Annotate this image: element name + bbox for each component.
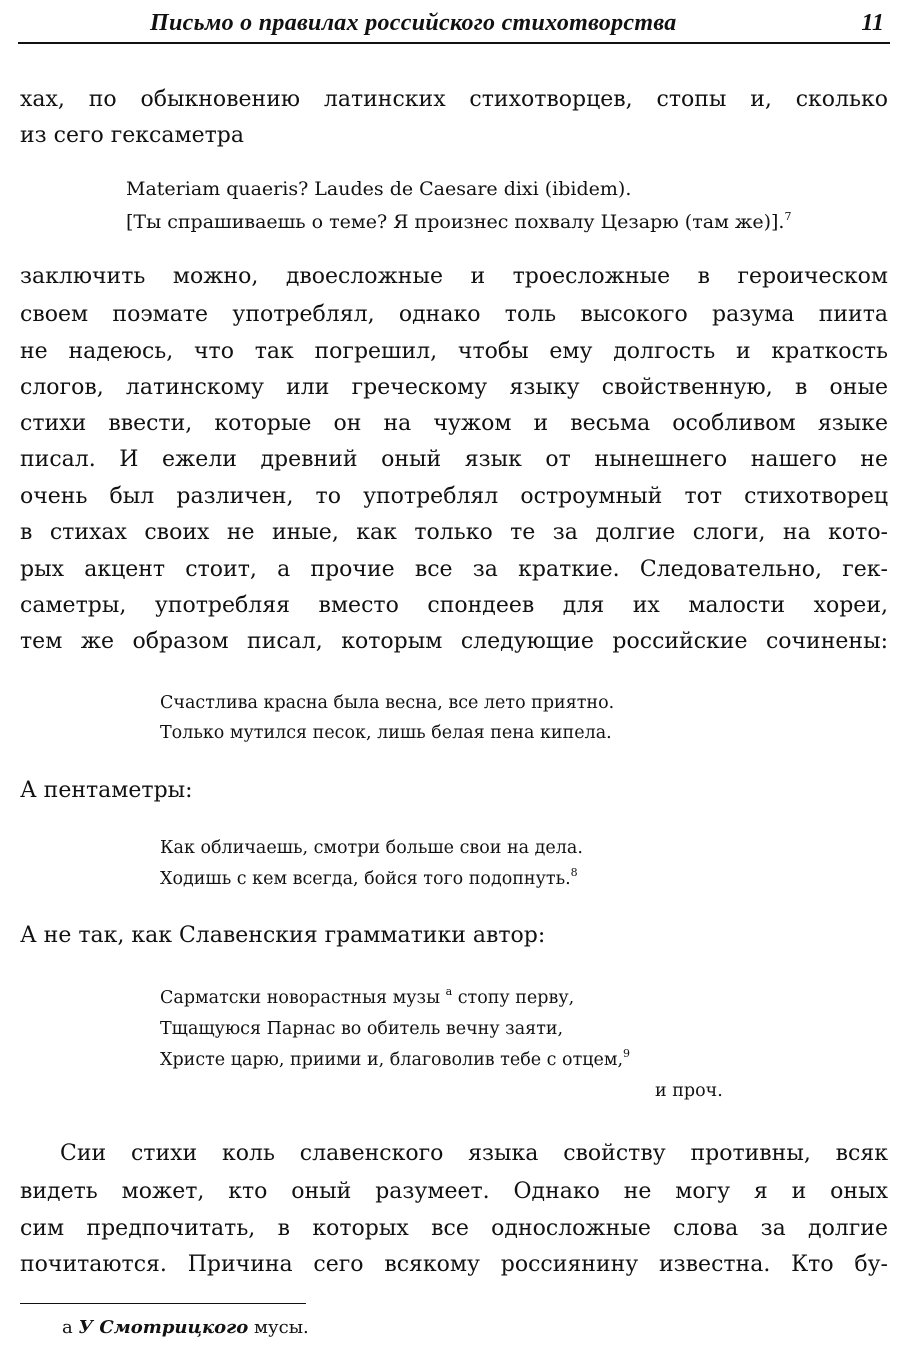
- page-number: 11: [861, 10, 884, 36]
- para2-line-4: слогов, латинскому или греческому языку свойственную, в оные: [20, 375, 888, 400]
- verse2-line-1: Как обличаешь, смотри больше свои на дела.: [160, 838, 583, 858]
- footnote-text: мусы.: [254, 1317, 309, 1338]
- running-header: [18, 8, 890, 44]
- note-ref-7: 7: [784, 210, 792, 223]
- para3-line-1: Сии стихи коль славенского языка свойству противны, всяк: [60, 1141, 888, 1166]
- running-title: Письмо о правилах российского стихотворства: [150, 10, 677, 36]
- verse3-line-2: Тщащуюся Парнас во обитель вечну заяти,: [160, 1019, 564, 1039]
- verse1-line-1: Счастлива красна была весна, все лето приятно.: [160, 693, 615, 713]
- note-ref-8: 8: [570, 866, 578, 879]
- para3-line-2: видеть может, кто оный разумеет. Однако не могу я и оных: [20, 1179, 888, 1204]
- latin-quote-line: Materiam quaeris? Laudes de Caesare dixi (ibidem).: [126, 178, 632, 200]
- note-ref-9: 9: [623, 1047, 631, 1060]
- verse3-line-3: Христе царю, приими и, благоволив тебе с отцем,$^9$: [160, 1047, 631, 1070]
- para2-line-6: писал. И ежели древний оный язык от нынешнего нашего не: [20, 447, 888, 472]
- para2-line-8: в стихах своих не иные, как только те за долгие слоги, на кото-: [20, 520, 888, 545]
- footnote: [62, 1314, 309, 1342]
- para1-line-2: из сего гексаметра: [20, 123, 244, 148]
- para3-line-3: сим предпочитать, в которых все односложные слова за долгие: [20, 1216, 888, 1241]
- footnote-mark: а: [62, 1317, 73, 1338]
- para2-line-7: очень был различен, то употреблял остроумный тот стихотворец: [20, 484, 888, 509]
- verse3-line-4: и проч.: [655, 1081, 723, 1101]
- footnote-emphasis: У Смотрицкого: [78, 1317, 249, 1338]
- para3-line-4: почитаются. Причина сего всякому россиянину известна. Кто бу-: [20, 1252, 888, 1277]
- verse2-line-2: Ходишь с кем всегда, бойся того подопнуть.$^8$: [160, 866, 578, 889]
- para1-line-1: хах, по обыкновению латинских стихотворцев, стопы и, сколько: [20, 87, 888, 112]
- footnote-rule: [20, 1303, 306, 1304]
- verse1-line-2: Только мутился песок, лишь белая пена кипела.: [160, 723, 612, 743]
- latin-quote-translation: [Ты спрашиваешь о теме? Я произнес похвалу Цезарю (там же)].$^7$: [126, 210, 792, 233]
- verse3-line-1: Сарматски новорастныя музы $^а$ стопу перву,: [160, 985, 575, 1008]
- intro-slavonic-grammar: А не так, как Славенския грамматики автор:: [20, 923, 546, 948]
- para2-line-11: тем же образом писал, которым следующие российские сочинены:: [20, 629, 888, 654]
- para2-line-10: саметры, употребляя вместо спондеев для их малости хореи,: [20, 593, 888, 618]
- intro-pentameters: А пентаметры:: [20, 778, 193, 803]
- para2-line-3: не надеюсь, что так погрешил, чтобы ему долгость и краткость: [20, 339, 888, 364]
- para2-line-2: своем поэмате употреблял, однако толь высокого разума пиита: [20, 302, 888, 327]
- footnote-mark-a: а: [445, 985, 453, 998]
- para2-line-1: заключить можно, двоесложные и троесложные в героическом: [20, 264, 888, 289]
- para2-line-5: стихи ввести, которые он на чужом и весьма особливом языке: [20, 411, 888, 436]
- para2-line-9: рых акцент стоит, а прочие все за краткие. Следовательно, гек-: [20, 557, 888, 582]
